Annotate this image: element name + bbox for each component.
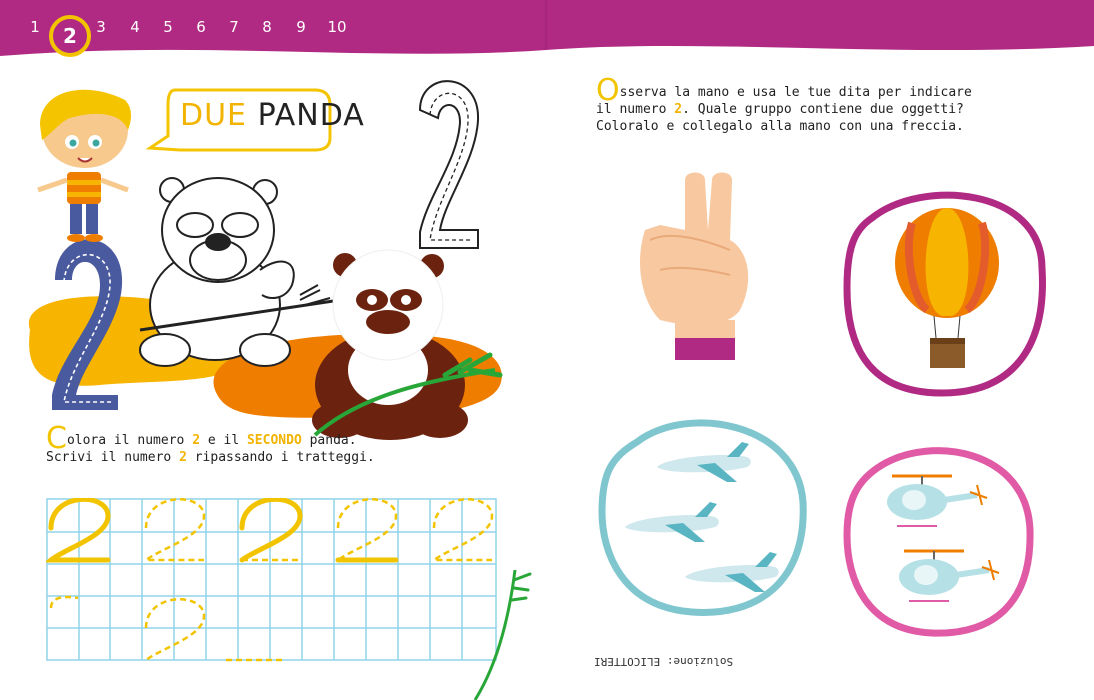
outline-number-2 [420, 81, 478, 248]
hot-air-balloon-icon [895, 208, 999, 368]
helicopter-icon [887, 476, 987, 526]
instruction-text: ripassando i tratteggi. [186, 450, 375, 465]
page-number-1[interactable]: 1 [30, 18, 40, 36]
page-number-6[interactable]: 6 [196, 18, 206, 36]
trace-dashed-2-2 [146, 499, 204, 560]
page-number-nav [0, 0, 545, 60]
page-number-5[interactable]: 5 [163, 18, 173, 36]
speech-word-due: DUE [180, 98, 248, 133]
trace-dashed-2-6 [51, 597, 78, 608]
airplane-group-circle[interactable] [597, 412, 809, 620]
instruction-text: Scrivi il numero [46, 450, 180, 465]
page-number-4[interactable]: 4 [130, 18, 140, 36]
trace-dashed-2-4 [338, 499, 396, 560]
instruction-text: e il [200, 433, 247, 448]
solution-text-upside-down: Soluzione: ELICOTTERI [594, 655, 734, 668]
balloon-group-circle[interactable] [842, 188, 1052, 400]
instruction-number: 2 [674, 102, 683, 117]
instruction-initial-c: C [46, 421, 67, 456]
left-instruction [46, 421, 446, 466]
instruction-text: . Quale gruppo contiene due oggetti? [682, 102, 964, 117]
hand-two-fingers-icon [630, 170, 760, 360]
helicopter-group-circle[interactable] [842, 440, 1036, 640]
instruction-highlight-secondo: SECONDO [246, 433, 302, 448]
airplane-icon [685, 552, 779, 592]
instruction-number: 2 [179, 450, 187, 465]
page-number-7[interactable]: 7 [229, 18, 239, 36]
trace-dashed-2-7 [146, 599, 204, 660]
instruction-text: panda. [301, 433, 357, 448]
page-number-8[interactable]: 8 [262, 18, 272, 36]
page-number-2-active[interactable]: 2 [49, 15, 91, 57]
trace-solid-2-3 [242, 499, 300, 560]
instruction-text: olora il numero [66, 433, 193, 448]
instruction-number: 2 [192, 433, 201, 448]
page-number-10[interactable]: 10 [327, 18, 347, 36]
right-instruction [596, 73, 1056, 135]
page-number-3[interactable]: 3 [96, 18, 106, 36]
panda-colored-icon [312, 250, 500, 440]
tracing-grid[interactable] [46, 498, 498, 663]
helicopter-icon [899, 551, 999, 601]
boy-icon [38, 90, 131, 242]
instruction-text: Coloralo e collegalo alla mano con una freccia. [596, 119, 964, 134]
airplane-icon [657, 442, 751, 482]
page-number-9[interactable]: 9 [296, 18, 306, 36]
speech-text [180, 98, 365, 133]
trace-dashed-2-5 [434, 499, 492, 560]
instruction-text: il numero [596, 102, 675, 117]
bamboo-icon [470, 570, 540, 700]
speech-word-panda: PANDA [257, 98, 365, 133]
instruction-initial-o: O [596, 73, 620, 108]
instruction-text: sserva la mano e usa le tue dita per indicare [619, 85, 972, 100]
airplane-icon [625, 502, 719, 542]
